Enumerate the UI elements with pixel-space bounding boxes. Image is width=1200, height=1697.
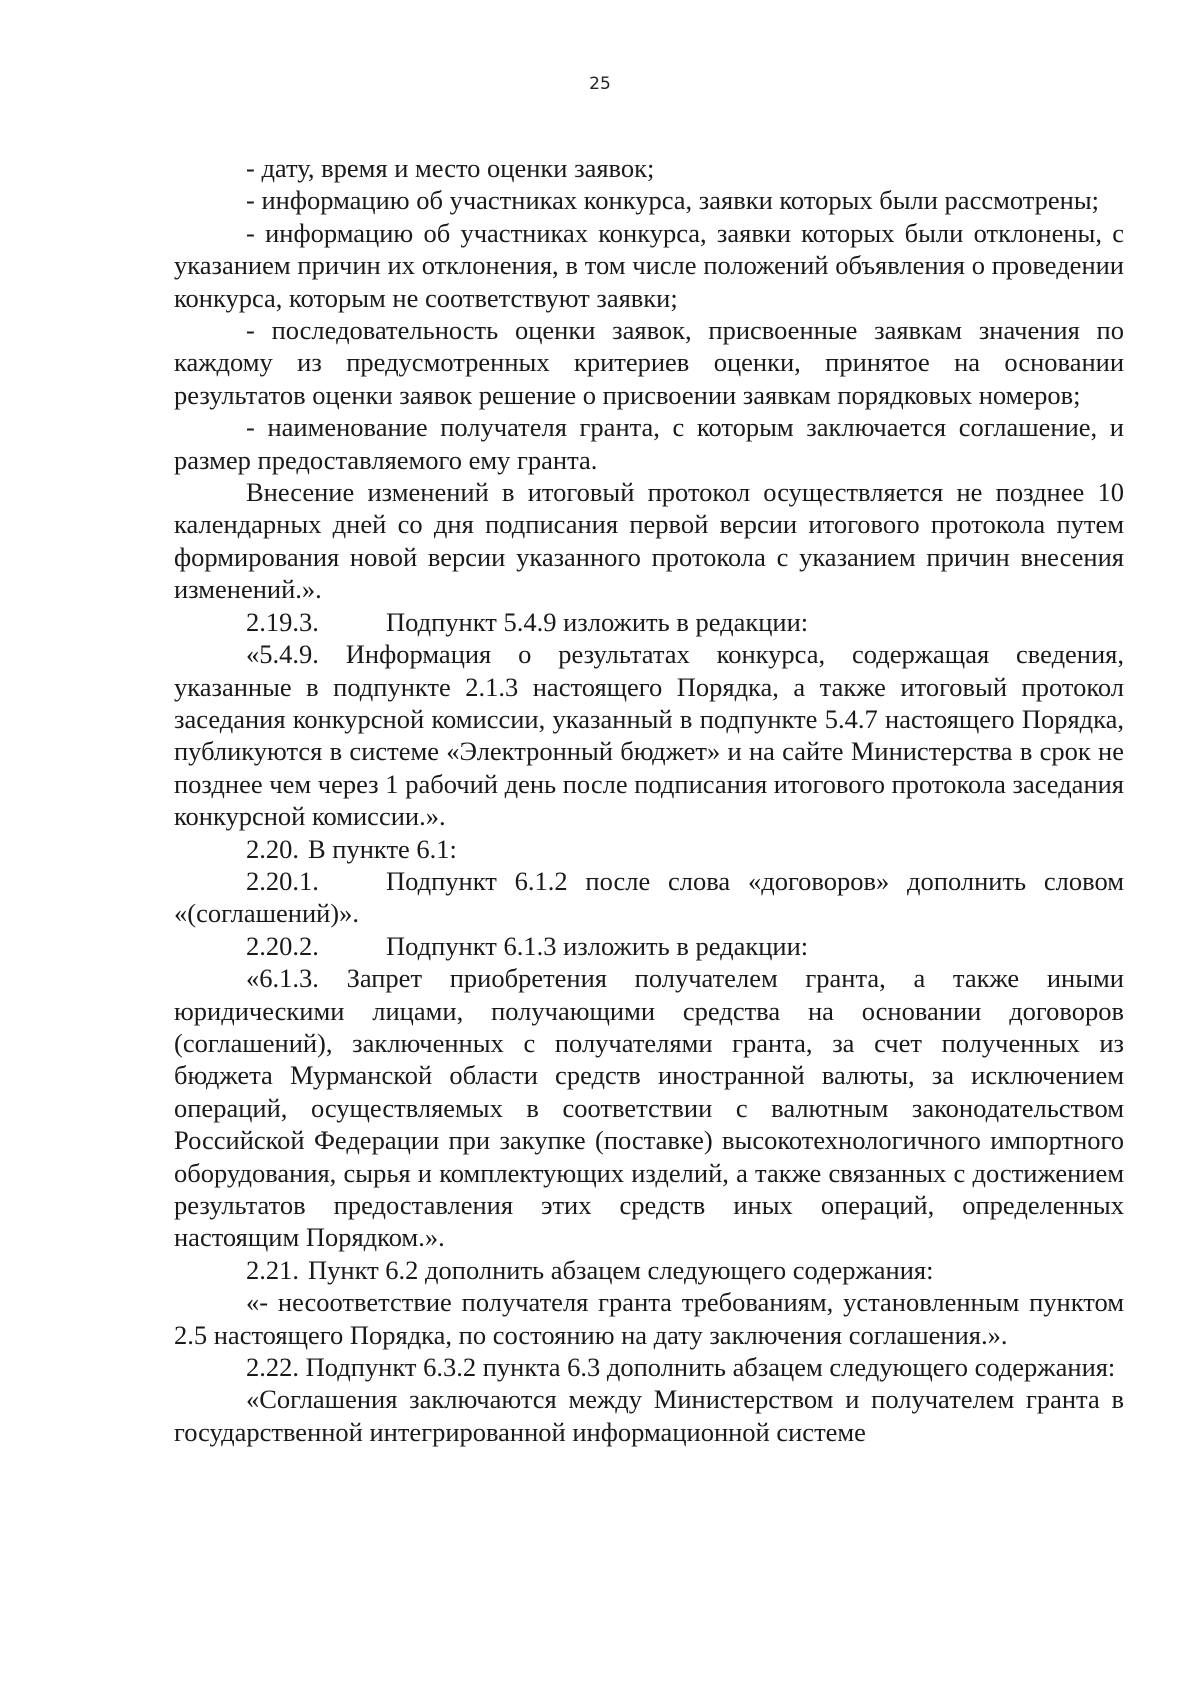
clause-text: В пункте 6.1: — [308, 833, 457, 864]
paragraph-list-item: - последовательность оценки заявок, присвоенные заявкам значения по каждому из предусмотренных критериев оценки, принятое на основании результатов оценки заявок решение о присвоении заявкам порядковых номеров; — [174, 315, 1124, 410]
page-number: 25 — [589, 74, 611, 94]
paragraph-numbered — [174, 930, 1124, 962]
clause-number: 2.20.2. — [246, 930, 319, 961]
paragraph-numbered — [174, 606, 1124, 638]
clause-text: Подпункт 6.1.3 изложить в редакции: — [386, 930, 809, 961]
clause-text: Подпункт 6.1.2 после слова «договоров» дополнить словом «(соглашений)». — [174, 865, 1124, 929]
paragraph-numbered — [174, 1254, 1124, 1286]
clause-number: 2.21. — [246, 1254, 299, 1285]
clause-number: 2.19.3. — [246, 606, 319, 637]
paragraph: «- несоответствие получателя гранта требованиям, установленным пунктом 2.5 настоящего Порядка, по состоянию на дату заключения соглашения.». — [174, 1287, 1124, 1350]
paragraph: 2.22. Подпункт 6.3.2 пункта 6.3 дополнить абзацем следующего содержания: — [246, 1352, 1116, 1383]
paragraph: Внесение изменений в итоговый протокол осуществляется не позднее 10 календарных дней со дня подписания первой версии итогового протокола путем формирования новой версии указанного протокола с указанием причин внесения изменений.». — [174, 477, 1124, 605]
clause-text: Подпункт 5.4.9 изложить в редакции: — [386, 606, 809, 637]
paragraph-numbered — [174, 833, 1124, 865]
clause-text: Пункт 6.2 дополнить абзацем следующего содержания: — [308, 1254, 934, 1285]
paragraph-list-item: - наименование получателя гранта, с которым заключается соглашение, и размер предоставляемого ему гранта. — [174, 412, 1124, 475]
document-body — [174, 152, 1124, 1448]
paragraph: «6.1.3. Запрет приобретения получателем гранта, а также иными юридическими лицами, получающими средства на основании договоров (соглашений), заключенных с получателями гранта, за счет полученных из бюджета Мурманской области средств иностранной валюты, за исключением операций, осуществляемых в соответствии с валютным законодательством Российской Федерации при закупке (поставке) высокотехнологичного импортного оборудования, сырья и комплектующих изделий, а также связанных с достижением результатов предоставления этих средств иных операций, определенных настоящим Порядком.». — [174, 963, 1124, 1253]
paragraph-list-item: - информацию об участниках конкурса, заявки которых были рассмотрены; — [246, 185, 1100, 216]
paragraph: «Соглашения заключаются между Министерством и получателем гранта в государственной интегрированной информационной системе — [174, 1384, 1124, 1447]
paragraph-list-item: - информацию об участниках конкурса, заявки которых были отклонены, с указанием причин их отклонения, в том числе положений объявления о проведении конкурса, которым не соответствуют заявки; — [174, 217, 1124, 313]
paragraph-list-item: - дату, время и место оценки заявок; — [246, 153, 655, 183]
paragraph-numbered — [174, 865, 1124, 930]
clause-number: 2.20. — [246, 833, 299, 864]
clause-number: 2.20.1. — [246, 865, 319, 896]
paragraph: «5.4.9. Информация о результатах конкурса, содержащая сведения, указанные в подпункте 2.1.3 настоящего Порядка, а также итоговый протокол заседания конкурсной комиссии, указанный в подпункте 5.4.7 настоящего Порядка, публикуются в системе «Электронный бюджет» и на сайте Министерства в срок не позднее чем через 1 рабочий день после подписания итогового протокола заседания конкурсной комиссии.». — [174, 639, 1124, 832]
